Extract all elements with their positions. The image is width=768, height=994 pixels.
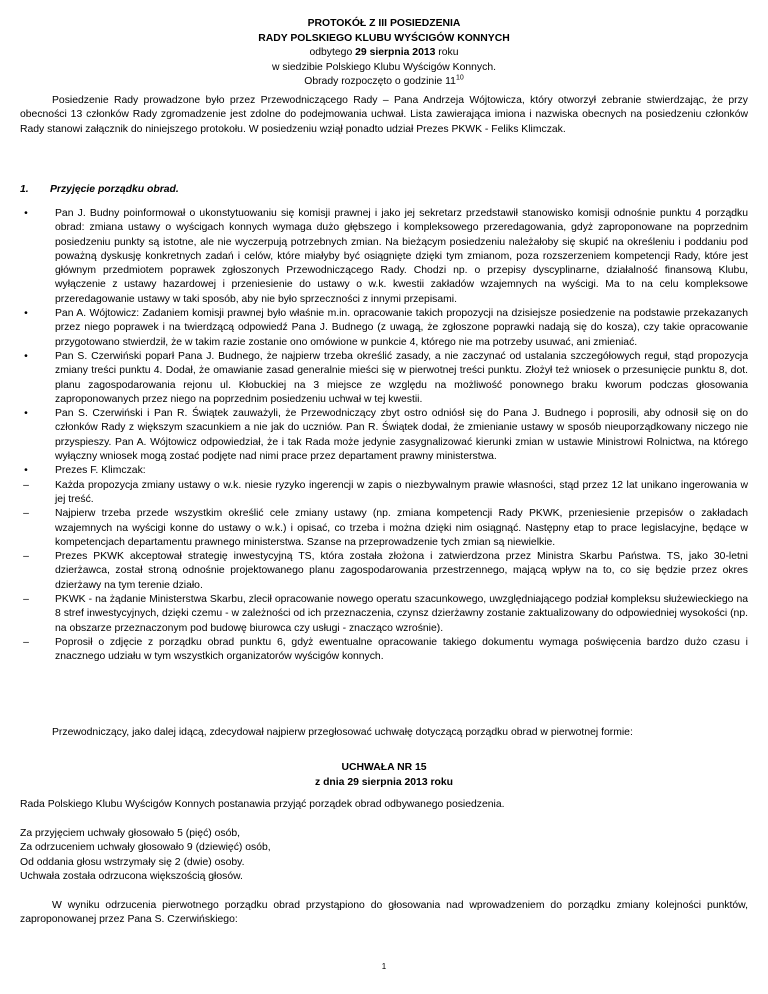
bullet-marker: • (24, 408, 28, 420)
list-item (20, 593, 748, 636)
dash-marker: – (23, 479, 29, 491)
closing-paragraph: W wyniku odrzucenia pierwotnego porządku obrad przystąpiono do głosowania nad wprowadzeniem do porządku zmiany kolejności punktów, zaproponowanej przez Pana S. Czerwińskiego: (20, 900, 748, 926)
document-header (0, 17, 768, 90)
bullet-marker: • (24, 308, 28, 320)
list-item (20, 507, 748, 550)
discussion-list (20, 207, 748, 665)
resolution-text: Rada Polskiego Klubu Wyścigów Konnych postanawia przyjąć porządek obrad odbywanego posiedzenia. (20, 799, 505, 810)
dash-marker: – (23, 594, 29, 606)
dash-marker: – (23, 636, 29, 648)
list-item-text: Każda propozycja zmiany ustawy o w.k. niesie ryzyko ingerencji w zapis o niezbywalnym prawie własności, stąd przez 12 lat unikano ingerowania w jej treść. (55, 479, 748, 505)
vote-line: Od oddania głosu wstrzymały się 2 (dwie) osoby. (20, 856, 245, 868)
vote-line: Uchwała została odrzucona większością głosów. (20, 870, 243, 882)
meeting-start-time (0, 75, 768, 90)
start-time-text: Obrady rozpoczęto o godzinie 11 (304, 76, 456, 88)
list-item-text: PKWK - na żądanie Ministerstwa Skarbu, zlecił opracowanie nowego operatu szacunkowego, uwzględniającego podział kompleksu służewieckiego na 8 stref inwestycyjnych, dzięki czemu - w zależności od ich przeznaczenia, czynsz dzierżawny zostanie zaktualizowany do odpowiedniej wysokości (np. na obszarze przeznaczonym pod budowę biurowca czy usługi - znacząco wzrośnie). (55, 594, 748, 634)
chairman-note: Przewodniczący, jako dalej idącą, zdecydował najpierw przegłosować uchwałę dotyczącą porządku obrad w pierwotnej formie: (52, 727, 633, 738)
council-name: RADY POLSKIEGO KLUBU WYŚCIGÓW KONNYCH (258, 32, 510, 44)
resolution-date: z dnia 29 sierpnia 2013 roku (314, 777, 454, 788)
list-item-text: Pan J. Budny poinformował o ukonstytuowaniu się komisji prawnej i jako jej sekretarz przedstawił stanowisko komisji odnośnie punktu 4 porządku obrad: zmiana ustawy o wyścigach konnych wymaga dużo głębszego i kompleksowego przeredagowania, gdyż zaproponowane na poprzednim posiedzeniu punkty są istotne, ale nie wyczerpują potrzebnych zmian. Na bieżącym posiedzeniu należałoby się skupić na określeniu i poddaniu pod poważną dyskusję konkretnych zadań i celów, które miałyby być osiągnięte dzięki tym zmianom, poza rozszerzeniem kompetencji Rady, które jest głównym przedmiotem poprawek zgłoszonych Przewodniczącego Rady. Chodzi np. o przepisy dyscyplinarne, działalność finansową Klubu, wyłączenie z ustawy hazardowej i przeniesienie do ustawy o w.k. kwestii zakładów wzajemnych na wyścigi. Ma to na celu kompleksowe przeredagowanie ustawy w taki sposób, aby nie było sprzeczności z innymi przepisami. (55, 208, 748, 305)
bullet-marker: • (24, 465, 28, 477)
list-item (20, 307, 748, 350)
dash-marker: – (23, 551, 29, 563)
list-item (20, 407, 748, 464)
date-suffix: roku (435, 47, 459, 59)
dash-marker: – (23, 508, 29, 520)
vote-line: Za odrzuceniem uchwały głosowało 9 (dziewięć) osób, (20, 842, 271, 854)
list-item-text: Pan S. Czerwiński i Pan R. Świątek zauważyli, że Przewodniczący zbyt ostro odniósł się do Pana J. Budnego i poprosili, aby odnosił się on do członków Rady z większym szacunkiem a nie jak do uczniów. Pan R. Świątek dodał, że zmienianie ustawy w sposób nieuporządkowany niczego nie przyspieszy. Pan A. Wójtowicz odpowiedział, że i tak Rada może jedynie zasygnalizować kierunki zmian w ustawie Ministrowi Rolnictwa, na którego wyłączny wniosek mogą zostać podjęte nad nimi prace przez departament prawny ministerstwa. (55, 408, 748, 463)
list-item (20, 350, 748, 407)
list-item-text: Poprosił o zdjęcie z porządku obrad punktu 6, gdyż ewentualne opracowanie takiego dokumentu wymaga poświęcenia bardzo dużo czasu i znacznego udziału w tym wszystkich organizatorów wyścigów konnych. (55, 636, 748, 663)
list-item (20, 550, 748, 593)
list-item-text: Prezes PKWK akceptował strategię inwestycyjną TS, która została złożona i zatwierdzona przez Ministra Skarbu Państwa. TS, jako 30-letni dzierżawca, został stroną odnośnie projektowanego planu zagospodarowania przestrzennego, mającą wpływ na to, co się będzie przez okres dzierżawy na tym terenie działo. (55, 551, 748, 591)
bullet-marker: • (24, 208, 28, 219)
intro-paragraph: Posiedzenie Rady prowadzone było przez Przewodniczącego Rady – Pana Andrzeja Wójtowicza, który otworzył zebranie stwierdzając, że przy obecności 13 członków Rady zgromadzenie jest zdolne do podejmowania uchwał. Lista zawierająca imiona i nazwiska obecnych na posiedzeniu członków Rady stanowi załącznik do niniejszego protokołu. W posiedzeniu wziął ponadto udział Prezes PKWK - Feliks Klimczak. (20, 95, 748, 135)
meeting-location: w siedzibie Polskiego Klubu Wyścigów Konnych. (272, 61, 496, 73)
meeting-date-line (0, 46, 768, 61)
protocol-title: PROTOKÓŁ Z III POSIEDZENIA (307, 18, 461, 29)
list-item-text: Pan S. Czerwiński poparł Pana J. Budnego, że najpierw trzeba określić zasady, a nie zaczynać od ustalania szczegółowych reguł, stąd propozycja zmiany treści punktu 4. Dodał, że omawianie zasad generalnie mieści się w pierwotnej treści punktu. Złożył też wniosek o przesunięcie punktu 8, dot. planu zagospodarowania rejonu ul. Kłobuckiej na 3 miejsce ze względu na możliwość ponownego braku kworum podczas głosowania zaproponowanych przez niego na poprzednim posiedzeniu uchwał w tej kwestii. (55, 350, 748, 405)
list-item-text: Najpierw trzeba przede wszystkim określić cele zmiany ustawy (np. zmiana kompetencji Rady PKWK, przeniesienie przepisów o zakładach wzajemnych na wyścigi konne do ustawy o w.k.) i opisać, co trzeba i można dzięki nim osiągnąć. Następny etap to prace legislacyjne, będące w kompetencjach departamentu prawnego ministerstwa. Szanse na przeprowadzenie tych zmian są niewielkie. (55, 508, 748, 548)
vote-results (20, 827, 748, 884)
start-time-minutes: 10 (455, 74, 464, 82)
bullet-marker: • (24, 350, 28, 362)
vote-line: Za przyjęciem uchwały głosowało 5 (pięć) osób, (20, 828, 241, 839)
resolution-title: UCHWAŁA NR 15 (341, 762, 427, 773)
list-item (20, 207, 748, 307)
section-title: Przyjęcie porządku obrad. (50, 184, 179, 195)
page-number: 1 (381, 962, 387, 971)
section-number: 1. (20, 184, 29, 195)
meeting-date: 29 sierpnia 2013 (355, 47, 436, 59)
section-heading (20, 184, 179, 195)
date-prefix: odbytego (309, 47, 356, 59)
list-item (20, 464, 748, 478)
list-item-text: Prezes F. Klimczak: (55, 465, 146, 477)
list-item (20, 479, 748, 508)
list-item (20, 636, 748, 665)
list-item-text: Pan A. Wójtowicz: Zadaniem komisji prawnej było właśnie m.in. opracowanie takich propozycji na dzisiejsze posiedzenie na podstawie przekazanych przez niego poprawek i na twierdzącą odpowiedź Pana J. Budnego (z uwagą, że zgłoszone poprawki nadają się do kosza), czy takie opracowanie przygotowano stwierdził, że w takim razie zostanie ono omówione w punkcie 4, którego nie ma potrzeby usuwać, ani zmieniać. (55, 308, 748, 348)
